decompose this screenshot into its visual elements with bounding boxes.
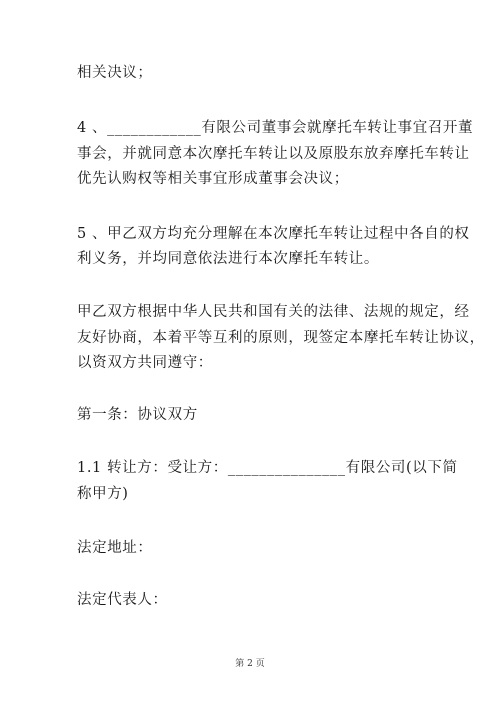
paragraph-line: 以资双方共同遵守： [77,355,213,371]
paragraph-line: 5 、甲乙双方均充分理解在本次摩托车转让过程中各自的权 [77,226,470,242]
paragraph-line: 1.1 转让方：受让方：_______________有限公司(以下简 [77,460,458,476]
section-heading: 第一条：协议双方 [77,407,198,423]
paragraph-line: 利义务，并均同意依法进行本次摩托车转让。 [77,251,379,267]
paragraph-line: 优先认购权等相关事宜形成董事会决议； [77,171,349,187]
paragraph-line: 4 、____________有限公司董事会就摩托车转让事宜召开董 [77,120,474,136]
paragraph-line: 称甲方) [77,486,129,502]
field-label: 法定代表人： [77,592,168,608]
paragraph-line: 事会，并就同意本次摩托车转让以及原股东放弃摩托车转让 [77,146,470,162]
paragraph-line: 相关决议； [77,65,153,81]
paragraph-line: 甲乙双方根据中华人民共和国有关的法律、法规的规定，经 [77,304,470,320]
paragraph-line: 友好协商，本着平等互利的原则，现签定本摩托车转让协议， [77,330,485,346]
field-label: 法定地址： [77,540,153,556]
page-number: 第 2 页 [235,659,265,669]
